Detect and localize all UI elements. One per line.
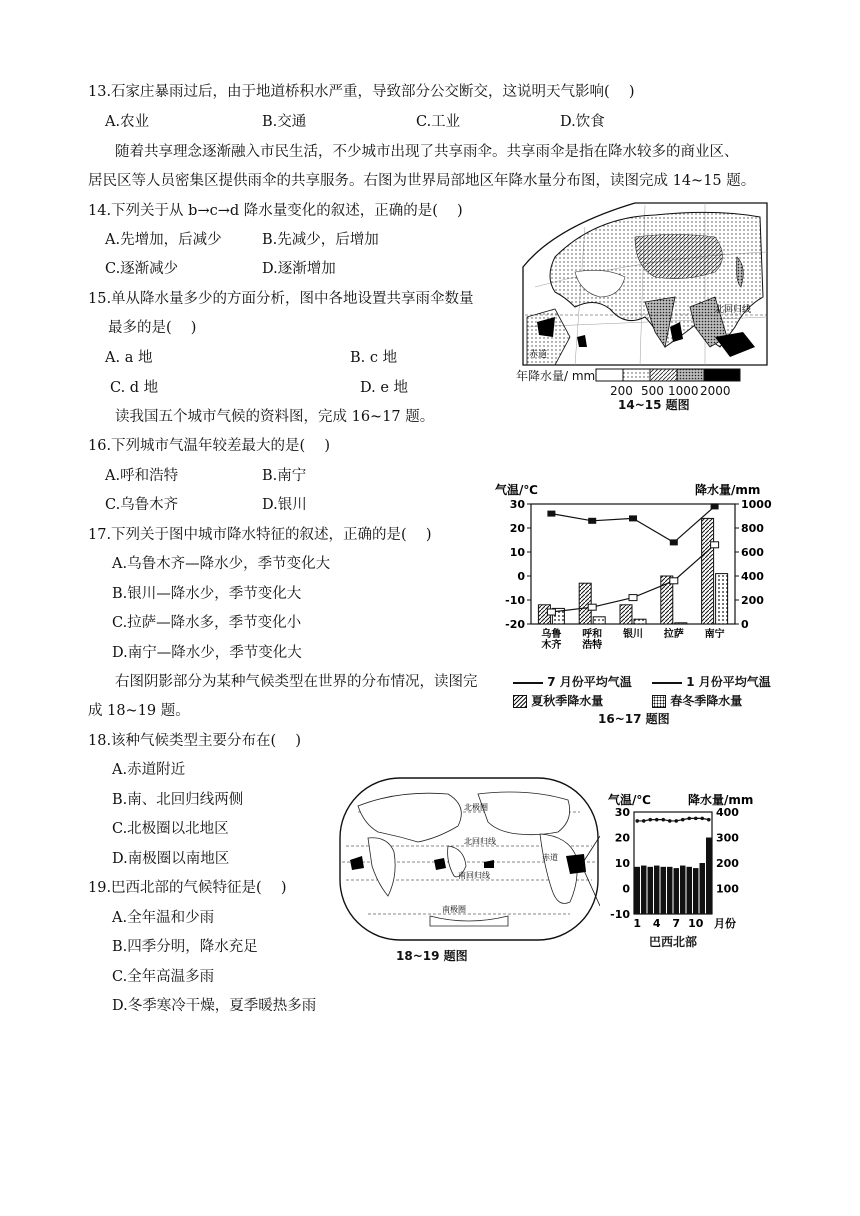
- map1-legend-tick-2000: 2000: [700, 384, 731, 398]
- chart1-y2label: 降水量/mm: [695, 483, 761, 497]
- chart1-point-jan: [629, 595, 637, 601]
- map1-north-tropic-label: 北回归线: [715, 305, 752, 315]
- chart1-point-july: [670, 539, 678, 545]
- q13-option-d: D.饮食: [560, 114, 605, 130]
- map2-arctic-label: 北极圈: [464, 803, 488, 812]
- chart1-legend-jan-label: 1 月份平均气温: [686, 675, 771, 689]
- q15-option-d: D. e 地: [360, 380, 409, 396]
- q16-option-a: A.呼和浩特: [105, 468, 179, 484]
- chart2-bar-precip: [687, 867, 693, 914]
- chart2-line-temp: [637, 818, 709, 821]
- chart2-ylabel: 气温/℃: [608, 793, 651, 807]
- chart2-ytick-label: 0: [622, 882, 630, 896]
- chart2-bar-precip: [641, 866, 647, 914]
- chart2-point-temp: [661, 818, 665, 822]
- chart2-ytick-label: 20: [614, 831, 630, 845]
- q15-option-c: C. d 地: [110, 380, 159, 396]
- q18-option-c: C.北极圈以北地区: [112, 821, 229, 837]
- chart2-y2tick-label: 400: [716, 806, 739, 819]
- chart1-bar-winter: [716, 574, 728, 624]
- chart1-bar-summer: [702, 518, 714, 624]
- q17-option-a: A.乌鲁木齐—降水少，季节变化大: [112, 556, 331, 572]
- chart1-ytick-label: 10: [509, 546, 525, 559]
- map1-legend-tick-200: 200: [610, 384, 633, 398]
- chart1-point-july: [588, 518, 596, 524]
- q16-option-b: B.南宁: [262, 468, 307, 484]
- chart1-y2tick-label: 400: [741, 570, 764, 583]
- chart2-y2label: 降水量/mm: [688, 793, 754, 807]
- map2-caption: 18~19 题图: [396, 949, 468, 963]
- chart1-y2tick-label: 200: [741, 594, 764, 607]
- intro-16-17: 读我国五个城市气候的资料图，完成 16~17 题。: [115, 409, 435, 425]
- chart2-ytick-label: 10: [614, 857, 630, 870]
- chart1-legend-winter: [652, 691, 742, 711]
- q18-option-b: B.南、北回归线两侧: [112, 792, 244, 808]
- q13-option-b: B.交通: [262, 114, 307, 130]
- chart1-ytick-label: 30: [509, 498, 525, 511]
- q15-stem-line2: 最多的是( ): [108, 320, 197, 336]
- chart2-point-temp: [674, 819, 678, 823]
- chart2-ytick-label: 30: [614, 806, 630, 819]
- map2-equator-label: 赤道: [542, 853, 558, 862]
- winter-bar-swatch: [652, 695, 666, 708]
- q16-option-c: C.乌鲁木齐: [105, 497, 179, 513]
- chart1-ylabel: 气温/℃: [495, 483, 538, 497]
- map2-antarctic-label: 南极圈: [442, 905, 466, 914]
- chart2-point-temp: [655, 818, 659, 822]
- intro-18-19-line2: 成 18~19 题。: [88, 703, 190, 719]
- q17-option-b: B.银川—降水少，季节变化大: [112, 586, 302, 602]
- chart2-point-temp: [642, 819, 646, 823]
- chart2-bar-precip: [667, 867, 673, 914]
- chart1-category-label: 浩特: [582, 640, 603, 651]
- chart1-point-jan: [670, 578, 678, 584]
- chart1-bar-winter: [634, 619, 646, 624]
- chart1-point-july: [547, 511, 555, 517]
- chart2-point-temp: [668, 819, 672, 823]
- chart1-ytick-label: 20: [509, 522, 525, 535]
- chart1-legend-july-label: 7 月份平均气温: [547, 675, 632, 689]
- chart1-category-label: 乌鲁: [541, 629, 562, 640]
- map2-north-tropic-label: 北回归线: [464, 837, 496, 846]
- chart2-bar-precip: [661, 867, 667, 914]
- chart2-bar-precip: [674, 868, 680, 914]
- chart1-category-label: 呼和: [582, 629, 603, 640]
- world-climate-map-figure: [338, 776, 600, 948]
- q19-option-a: A.全年温和少雨: [112, 910, 215, 926]
- map2-south-tropic-label: 南回归线: [458, 871, 490, 880]
- chart1-bar-summer: [579, 583, 591, 624]
- q13-stem: 13.石家庄暴雨过后，由于地道桥积水严重，导致部分公交断交，这说明天气影响( ): [88, 84, 635, 100]
- chart2-point-temp: [700, 817, 704, 821]
- world-climate-map: [338, 776, 600, 948]
- chart1-category-label: 银川: [623, 629, 643, 640]
- map1-equator-label: 赤道: [529, 350, 548, 360]
- chart1-point-july: [711, 503, 719, 509]
- q15-option-a: A. a 地: [105, 350, 153, 366]
- chart2-xtick-label: 10: [688, 917, 704, 930]
- chart1-y2tick-label: 0: [741, 618, 749, 631]
- chart2-month-unit: 月份: [714, 917, 736, 930]
- chart2-title: 巴西北部: [649, 935, 698, 949]
- q14-stem: 14.下列关于从 b→c→d 降水量变化的叙述，正确的是( ): [88, 203, 463, 219]
- chart1-legend-summer: [513, 691, 603, 711]
- chart1-bar-winter: [593, 617, 605, 624]
- chart2-xtick-label: 7: [672, 917, 681, 930]
- chart1-point-july: [629, 515, 637, 521]
- chart1-legend-july: [513, 672, 632, 692]
- map1-legend-title: 年降水量/ mm: [516, 369, 596, 383]
- q15-stem-line1: 15.单从降水量多少的方面分析，图中各地设置共享雨伞数量: [88, 291, 474, 307]
- chart2-xtick-label: 1: [633, 917, 642, 930]
- q18-stem: 18.该种气候类型主要分布在( ): [88, 733, 301, 749]
- chart1-point-jan: [588, 604, 596, 610]
- chart2-point-temp: [635, 819, 639, 823]
- chart2-bar-precip: [635, 867, 641, 914]
- q18-option-d: D.南极圈以南地区: [112, 851, 230, 867]
- chart1-point-jan: [711, 542, 719, 548]
- chart2-y2tick-label: 200: [716, 857, 739, 870]
- chart1-line-july: [551, 506, 714, 542]
- q18-option-a: A.赤道附近: [112, 762, 186, 778]
- map1-legend-tick-500: 500: [641, 384, 664, 398]
- july-line-swatch: [513, 682, 543, 684]
- chart2-ytick-label: -10: [610, 908, 630, 921]
- intro-18-19-line1: 右图阴影部分为某种气候类型在世界的分布情况，读图完: [115, 674, 478, 690]
- chart2-bar-precip: [654, 866, 660, 914]
- chart1-ytick-label: -10: [505, 594, 525, 607]
- q15-option-b: B. c 地: [350, 350, 398, 366]
- q14-option-c: C.逐渐减少: [105, 261, 179, 277]
- chart2-bar-precip: [648, 867, 654, 914]
- brazil-climate-chart-figure: [600, 790, 770, 950]
- q17-stem: 17.下列关于图中城市降水特征的叙述，正确的是( ): [88, 527, 432, 543]
- chart2-point-temp: [707, 818, 711, 822]
- map1-caption: 14~15 题图: [618, 398, 690, 412]
- chart1-category-label: 南宁: [704, 629, 725, 640]
- q14-option-b: B.先减少，后增加: [262, 232, 379, 248]
- summer-bar-swatch: [513, 695, 527, 708]
- q13-option-a: A.农业: [105, 114, 150, 130]
- chart2-point-temp: [648, 818, 652, 822]
- chart1-y2tick-label: 1000: [741, 498, 772, 511]
- map1-legend-tick-1000: 1000: [668, 384, 699, 398]
- chart1-caption: 16~17 题图: [598, 712, 670, 726]
- chart2-y2tick-label: 100: [716, 882, 739, 896]
- q19-option-b: B.四季分明，降水充足: [112, 939, 258, 955]
- chart1-legend-winter-label: 春冬季降水量: [670, 694, 743, 708]
- chart2-y2tick-label: 300: [716, 831, 739, 845]
- jan-line-swatch: [652, 682, 682, 684]
- q17-option-c: C.拉萨—降水多，季节变化小: [112, 615, 302, 631]
- chart2-bar-precip: [706, 838, 712, 915]
- q14-option-a: A.先增加，后减少: [105, 232, 222, 248]
- q19-option-c: C.全年高温多雨: [112, 969, 215, 985]
- q17-option-d: D.南宁—降水少，季节变化大: [112, 645, 302, 661]
- chart1-category-label: 木齐: [541, 640, 562, 651]
- q19-option-d: D.冬季寒冷干燥，夏季暖热多雨: [112, 998, 317, 1014]
- chart2-bar-precip: [680, 866, 686, 914]
- chart2-xtick-label: 4: [652, 917, 661, 930]
- chart1-bar-winter: [675, 623, 687, 624]
- chart1-legend-summer-label: 夏秋季降水量: [531, 694, 604, 708]
- q16-option-d: D.银川: [262, 497, 307, 513]
- intro-14-15-line1: 随着共享理念逐渐融入市民生活，不少城市出现了共享雨伞。共享雨伞是指在降水较多的商业区、: [115, 144, 739, 160]
- chart1-bar-summer: [620, 605, 632, 624]
- chart1-ytick-label: -20: [505, 618, 525, 631]
- map1-legend-swatches: [595, 368, 745, 382]
- chart1-y2tick-label: 600: [741, 546, 764, 559]
- chart2-point-temp: [694, 817, 698, 821]
- q16-stem: 16.下列城市气温年较差最大的是( ): [88, 438, 330, 454]
- q19-stem: 19.巴西北部的气候特征是( ): [88, 880, 287, 896]
- q14-option-d: D.逐渐增加: [262, 261, 336, 277]
- chart1-category-label: 拉萨: [663, 629, 684, 640]
- chart2-point-temp: [681, 818, 685, 822]
- chart1-ytick-label: 0: [517, 570, 525, 583]
- chart1-point-jan: [547, 609, 555, 615]
- chart2-point-temp: [687, 817, 691, 821]
- intro-14-15-line2: 居民区等人员密集区提供雨伞的共享服务。右图为世界局部地区年降水量分布图，读图完成 14~15 题。: [88, 173, 756, 189]
- chart1-y2tick-label: 800: [741, 522, 764, 535]
- chart1-line-jan: [551, 545, 714, 612]
- brazil-climate-chart: [600, 790, 770, 950]
- q13-option-c: C.工业: [416, 114, 461, 130]
- chart1-legend-jan: [652, 672, 771, 692]
- chart2-bar-precip: [700, 863, 706, 914]
- chart2-bar-precip: [693, 868, 699, 914]
